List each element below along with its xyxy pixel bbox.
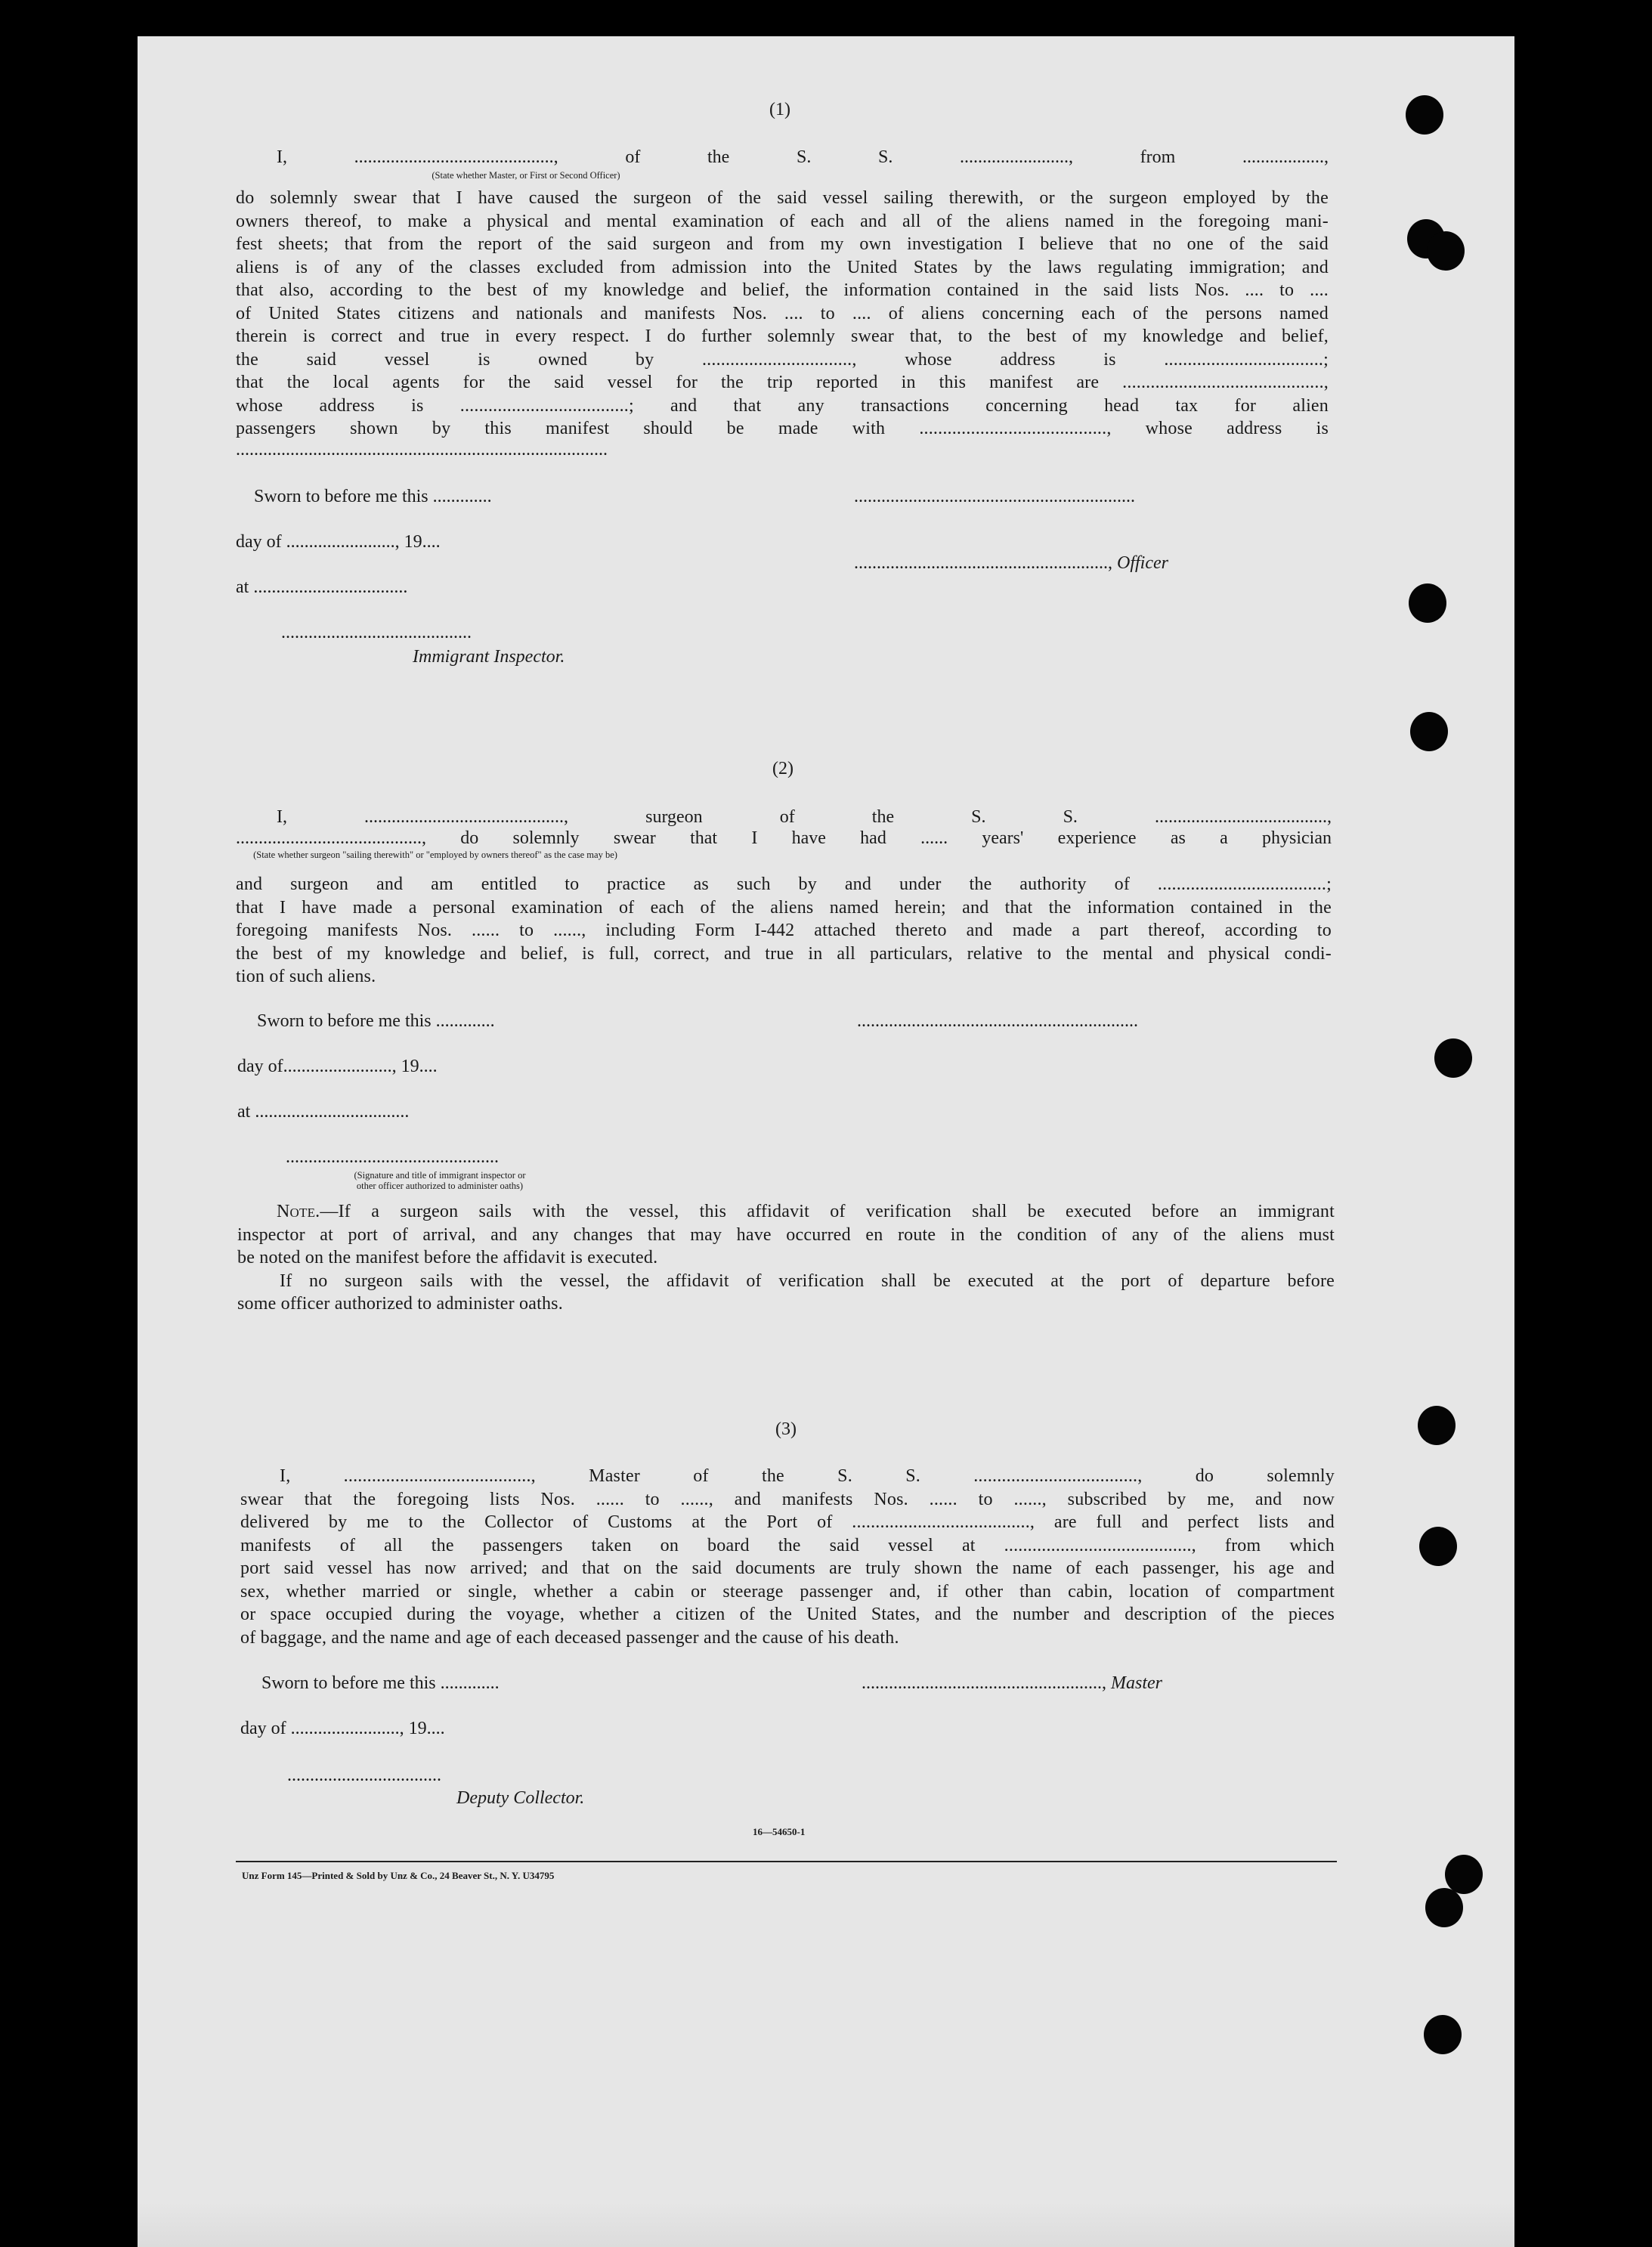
s3-sworn: Sworn to before me this ............. (261, 1673, 500, 1693)
punch-hole (1445, 1855, 1483, 1894)
s1-inspector-dots: .......................................... (281, 623, 472, 642)
s1-officer-line (854, 553, 1168, 574)
s1-line-master: I, ............................................, of the S. S. ........................, from .................., (277, 147, 1329, 167)
s1-oath-line: that the local agents for the said vessel for the trip reported in this manifest are ..........................................., (236, 373, 1329, 392)
punch-hole (1424, 2015, 1462, 2054)
s3-oath-line: manifests of all the passengers taken on board the said vessel at ........................................, from which (240, 1535, 1335, 1555)
s2-note-text (237, 1200, 1335, 1316)
s3-oath-line: I, ........................................, Master of the S. S. ..................................., do solemnly (280, 1466, 1335, 1486)
s2-signature2-dots: ............................................... (286, 1147, 499, 1167)
punch-hole (1406, 95, 1443, 135)
s3-oath-line: or space occupied during the voyage, whether a citizen of the United States, and the number and description of the pieces (240, 1605, 1335, 1624)
s3-master-dots: ....................................................., (862, 1673, 1106, 1693)
punch-hole (1419, 1527, 1457, 1566)
s3-oath-text (240, 1465, 1335, 1649)
s2-signature2-note-b: other officer authorized to administer oaths) (356, 1181, 524, 1191)
s1-oath-line: do solemnly swear that I have caused the surgeon of the said vessel sailing therewith, or the surgeon employed by the (236, 188, 1329, 208)
s2-oath-line: and surgeon and am entitled to practice as such by and under the authority of ....................................; (236, 874, 1332, 894)
s1-oath-line: owners thereof, to make a physical and mental examination of each and all of the aliens named in the foregoing mani- (236, 211, 1329, 231)
s1-oath-line: therein is correct and true in every respect. I do further solemnly swear that, to the best of my knowledge and belief, (236, 327, 1329, 346)
s3-oath-line: delivered by me to the Collector of Customs at the Port of ......................................, are full and perfect lists and (240, 1512, 1335, 1532)
s1-oath-line: the said vessel is owned by ................................, whose address is ..................................; (236, 349, 1329, 370)
s2-oath-text (236, 873, 1332, 989)
s1-officer-dots: ........................................................, (854, 553, 1112, 573)
s1-inspector-label: Immigrant Inspector. (413, 647, 565, 667)
form-code: 16—54650-1 (753, 1826, 806, 1837)
s2-note-label: Note. (277, 1202, 320, 1221)
s2-signature2-note-a: (Signature and title of immigrant inspector or (354, 1170, 526, 1181)
s2-sworn: Sworn to before me this ............. (257, 1011, 495, 1031)
s1-oath-line: aliens is of any of the classes excluded from admission into the United States by the laws regulating immigration; and (236, 257, 1329, 277)
footer-rule (236, 1861, 1337, 1862)
section-1-number: (1) (769, 100, 790, 119)
s3-deputy-dots: .................................. (287, 1766, 441, 1785)
s2-line-experience: ........................................., do solemnly swear that I have had ...... years' experience as a physician (236, 828, 1332, 848)
s2-signature-line: .............................................................. (857, 1011, 1138, 1031)
punch-hole (1418, 1406, 1456, 1445)
s1-officer-label: Officer (1117, 553, 1168, 573)
s2-note-line-text: —If a surgeon sails with the vessel, this affidavit of verification shall be executed before an immigrant (320, 1202, 1335, 1221)
s3-deputy-label: Deputy Collector. (456, 1788, 585, 1808)
s2-note-line: some officer authorized to administer oaths. (237, 1294, 563, 1314)
s1-oath-line: of United States citizens and nationals and manifests Nos. .... to .... of aliens concerning each of the persons named (236, 303, 1329, 323)
s3-master-line (862, 1673, 1162, 1694)
s2-note-surgeon: (State whether surgeon "sailing therewith" or "employed by owners thereof" as the case may be) (253, 850, 617, 860)
s3-oath-line: port said vessel has now arrived; and that on the said documents are truly shown the name of each passenger, his age and (240, 1558, 1335, 1578)
s2-oath-line: that I have made a personal examination of each of the aliens named herein; and that the information contained in the (236, 897, 1332, 918)
s1-at: at .................................. (236, 577, 408, 597)
s2-oath-line: tion of such aliens. (236, 967, 376, 986)
s1-day: day of ........................, 19.... (236, 532, 441, 552)
s1-oath-text (236, 187, 1329, 441)
s1-oath-line: passengers shown by this manifest should be made with ........................................, whose address is (236, 419, 1329, 438)
punch-hole (1425, 1888, 1463, 1927)
s2-note-line: inspector at port of arrival, and any changes that may have occurred en route in the condition of any of the aliens must (237, 1224, 1335, 1245)
s3-day: day of ........................, 19.... (240, 1719, 445, 1738)
s1-oath-line: fest sheets; that from the report of the said surgeon and from my own investigation I believe that no one of the said (236, 234, 1329, 254)
s2-at: at .................................. (237, 1102, 410, 1122)
punch-hole (1410, 712, 1448, 751)
punch-hole (1409, 583, 1446, 623)
s2-day: day of........................, 19.... (237, 1057, 438, 1076)
s2-line-surgeon: I, ............................................, surgeon of the S. S. ......................................, (277, 807, 1332, 827)
s1-oath-line: whose address is ....................................; and that any transactions concerning head tax for alien (236, 395, 1329, 416)
s1-signature-line: .............................................................. (854, 487, 1135, 506)
s2-oath-line: the best of my knowledge and belief, is full, correct, and true in all particulars, relative to the mental and physical condi- (236, 943, 1332, 964)
s2-note-line: be noted on the manifest before the affidavit is executed. (237, 1248, 658, 1267)
s3-oath-line: of baggage, and the name and age of each deceased passenger and the cause of his death. (240, 1627, 899, 1648)
section-2-number: (2) (772, 759, 794, 778)
s2-note-line: If no surgeon sails with the vessel, the affidavit of verification shall be executed at the port of departure before (280, 1271, 1335, 1291)
punch-hole (1427, 231, 1465, 271)
printer-line: Unz Form 145—Printed & Sold by Unz & Co., 24 Beaver St., N. Y. U34795 (242, 1870, 555, 1881)
s2-note-line (237, 1200, 1335, 1224)
s1-oath-line: that also, according to the best of my knowledge and belief, the information contained in the said lists Nos. .... to .... (236, 280, 1329, 300)
s3-oath-line: sex, whether married or single, whether a cabin or steerage passenger and, if other than cabin, location of compartment (240, 1581, 1335, 1602)
punch-hole (1434, 1038, 1472, 1078)
s2-oath-line: foregoing manifests Nos. ...... to ......, including Form I-442 attached thereto and made a part thereof, according to (236, 921, 1332, 940)
s1-address-tail: .................................................................................. (236, 440, 608, 460)
s3-oath-line: swear that the foregoing lists Nos. ...... to ......, and manifests Nos. ...... to ......, subscribed by me, and now (240, 1489, 1335, 1509)
section-3-number: (3) (775, 1419, 797, 1439)
s3-master-label: Master (1111, 1673, 1162, 1693)
s1-sworn: Sworn to before me this ............. (254, 487, 492, 506)
s1-note-master: (State whether Master, or First or Second Officer) (432, 170, 620, 181)
